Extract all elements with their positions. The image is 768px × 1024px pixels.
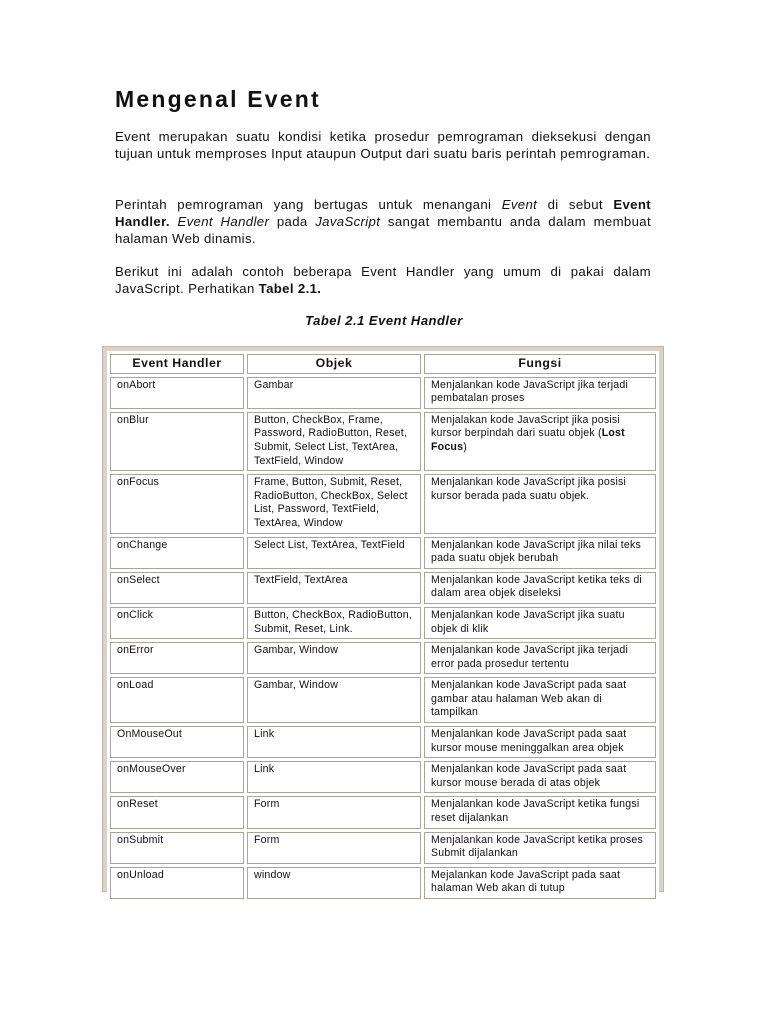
- cell-objek: Button, CheckBox, Frame, Password, RadioButton, Reset, Submit, Select List, TextArea, TextField, Window: [247, 412, 421, 471]
- p3-table-ref-bold: Tabel 2.1.: [258, 281, 322, 296]
- cell-objek: Select List, TextArea, TextField: [247, 537, 421, 569]
- cell-objek: Gambar, Window: [247, 642, 421, 674]
- cell-event: OnMouseOut: [110, 726, 244, 758]
- table-header-row: [110, 354, 656, 374]
- cell-event: onSelect: [110, 572, 244, 604]
- table-row: [110, 474, 656, 533]
- table-row: [110, 537, 656, 569]
- cell-fungsi: [424, 412, 656, 471]
- cell-event: onError: [110, 642, 244, 674]
- cell-event: onChange: [110, 537, 244, 569]
- table-row: [110, 572, 656, 604]
- cell-objek: Form: [247, 832, 421, 864]
- cell-fungsi: Menjalankan kode JavaScript jika terjadi pembatalan proses: [424, 377, 656, 409]
- event-handler-table-frame: [102, 346, 664, 895]
- fungsi-lost-focus-bold: Lost Focus: [431, 427, 625, 453]
- cell-event: onSubmit: [110, 832, 244, 864]
- header-fungsi: Fungsi: [424, 354, 656, 374]
- p2-javascript-italic: JavaScript: [315, 214, 381, 229]
- cell-event: onMouseOver: [110, 761, 244, 793]
- table-row: [110, 607, 656, 639]
- cell-objek: Link: [247, 761, 421, 793]
- cell-event: onClick: [110, 607, 244, 639]
- cell-objek: window: [247, 867, 421, 899]
- p3-text-1: Berikut ini adalah contoh beberapa Event Handler yang umum di pakai dalam JavaScript. Perhatikan: [115, 264, 651, 296]
- p2-event-handler-italic: Event Handler: [177, 214, 270, 229]
- event-handler-table: [107, 351, 659, 902]
- cell-event: onUnload: [110, 867, 244, 899]
- page-title: Mengenal Event: [115, 86, 321, 112]
- cell-event: onReset: [110, 796, 244, 828]
- p2-event-handler-bold: Event Handler.: [115, 197, 651, 229]
- header-objek: Objek: [247, 354, 421, 374]
- table-row: [110, 832, 656, 864]
- cell-fungsi: Menjalankan kode JavaScript pada saat gambar atau halaman Web akan di tampilkan: [424, 677, 656, 723]
- cell-fungsi: Menjalankan kode JavaScript ketika proses Submit dijalankan: [424, 832, 656, 864]
- cell-fungsi: Menjalankan kode JavaScript jika suatu objek di klik: [424, 607, 656, 639]
- table-row: [110, 726, 656, 758]
- p2-text-7: pada: [269, 214, 316, 229]
- cell-event: onBlur: [110, 412, 244, 471]
- cell-fungsi: Menjalankan kode JavaScript jika terjadi error pada prosedur tertentu: [424, 642, 656, 674]
- cell-fungsi: Menjalankan kode JavaScript pada saat kursor mouse berada di atas objek: [424, 761, 656, 793]
- cell-fungsi: Menjalankan kode JavaScript jika posisi kursor berada pada suatu objek.: [424, 474, 656, 533]
- fungsi-text: Menjalakan kode JavaScript jika posisi kursor berpindah dari suatu objek (: [431, 413, 620, 440]
- table-caption: Tabel 2.1 Event Handler: [305, 313, 463, 328]
- cell-event: onFocus: [110, 474, 244, 533]
- cell-fungsi: Menjalankan kode JavaScript ketika teks di dalam area objek diseleksi: [424, 572, 656, 604]
- cell-fungsi: Menjalankan kode JavaScript pada saat kursor mouse meninggalkan area objek: [424, 726, 656, 758]
- cell-event: onAbort: [110, 377, 244, 409]
- cell-fungsi: Mejalankan kode JavaScript pada saat halaman Web akan di tutup: [424, 867, 656, 899]
- fungsi-text-end: ): [463, 440, 467, 453]
- intro-paragraph: Event merupakan suatu kondisi ketika prosedur pemrograman dieksekusi dengan tujuan untuk memproses Input ataupun Output dari suatu baris perintah pemrograman.: [115, 129, 651, 161]
- p2-event-italic: Event: [501, 197, 538, 212]
- cell-event: onLoad: [110, 677, 244, 723]
- p2-text-3: di sebut: [537, 197, 614, 212]
- cell-objek: Frame, Button, Submit, Reset, RadioButton, CheckBox, Select List, Password, TextField, TextArea, Window: [247, 474, 421, 533]
- cell-objek: TextField, TextArea: [247, 572, 421, 604]
- cell-objek: Gambar, Window: [247, 677, 421, 723]
- table-row: [110, 796, 656, 828]
- cell-objek: Button, CheckBox, RadioButton, Submit, Reset, Link.: [247, 607, 421, 639]
- p2-text-9: sangat membantu anda dalam membuat halaman Web dinamis.: [115, 214, 651, 246]
- cell-fungsi: Menjalankan kode JavaScript jika nilai teks pada suatu objek berubah: [424, 537, 656, 569]
- table-row: [110, 377, 656, 409]
- p2-text-1: Perintah pemrograman yang bertugas untuk menangani: [115, 197, 502, 212]
- table-intro-paragraph: [115, 263, 651, 297]
- table-row: [110, 677, 656, 723]
- table-row: [110, 642, 656, 674]
- table-row: [110, 761, 656, 793]
- table-row: [110, 867, 656, 899]
- table-row: [110, 412, 656, 471]
- header-event-handler: Event Handler: [110, 354, 244, 374]
- event-handler-paragraph: [115, 196, 651, 247]
- cell-objek: Form: [247, 796, 421, 828]
- cell-objek: Gambar: [247, 377, 421, 409]
- cell-fungsi: Menjalankan kode JavaScript ketika fungsi reset dijalankan: [424, 796, 656, 828]
- cell-objek: Link: [247, 726, 421, 758]
